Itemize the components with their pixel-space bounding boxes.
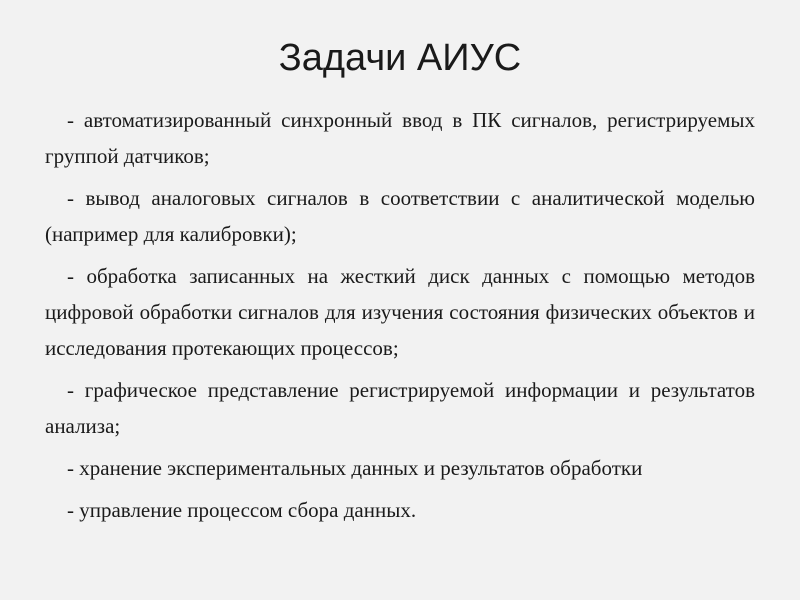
task-item-4: - графическое представление регистрируемой информации и результатов анализа; bbox=[45, 378, 755, 438]
task-item-6: - управление процессом сбора данных. bbox=[67, 498, 417, 522]
task-item-1: - автоматизированный синхронный ввод в ПК сигналов, регистрируемых группой датчиков; bbox=[45, 108, 755, 168]
task-item-2: - вывод аналоговых сигналов в соответствии с аналитической моделью (например для калибровки); bbox=[45, 186, 755, 246]
task-list bbox=[45, 102, 755, 534]
task-item-5: - хранение экспериментальных данных и результатов обработки bbox=[67, 456, 643, 480]
task-item-3: - обработка записанных на жесткий диск данных с помощью методов цифровой обработки сигналов для изучения состояния физических объектов и исследования протекающих процессов; bbox=[45, 264, 755, 360]
slide-title: Задачи АИУС bbox=[278, 37, 522, 79]
